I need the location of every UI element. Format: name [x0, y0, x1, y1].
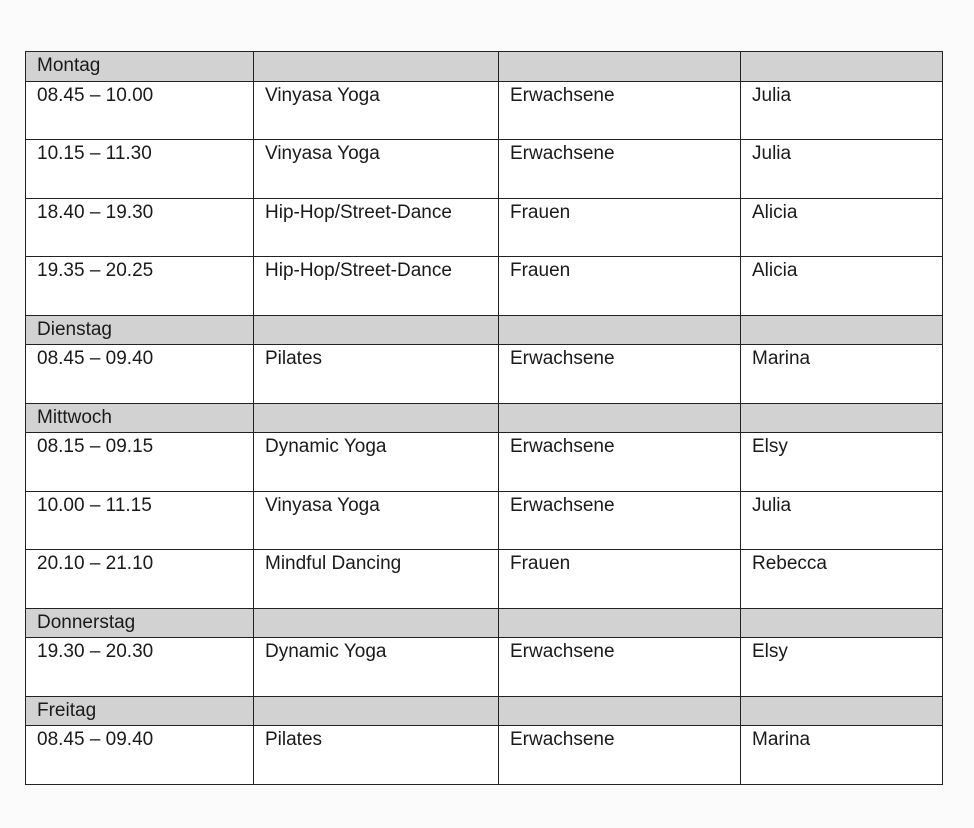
day-header-row: [26, 608, 943, 638]
class-course: Vinyasa Yoga: [254, 81, 499, 140]
class-schedule-table: [25, 51, 943, 785]
class-course: Hip-Hop/Street-Dance: [254, 198, 499, 257]
class-course: Vinyasa Yoga: [254, 491, 499, 550]
day-header-empty-cell: [499, 52, 741, 82]
class-trainer: Elsy: [741, 638, 943, 697]
class-time: 08.45 – 10.00: [26, 81, 254, 140]
class-trainer: Elsy: [741, 433, 943, 492]
class-row: [26, 638, 943, 697]
class-trainer: Alicia: [741, 198, 943, 257]
day-header-row: [26, 315, 943, 345]
day-header-empty-cell: [499, 403, 741, 433]
class-course: Vinyasa Yoga: [254, 140, 499, 199]
class-group: Frauen: [499, 257, 741, 316]
day-name: Donnerstag: [26, 608, 254, 638]
day-header-empty-cell: [254, 315, 499, 345]
schedule-body: [26, 52, 943, 785]
class-group: Erwachsene: [499, 491, 741, 550]
class-time: 20.10 – 21.10: [26, 550, 254, 609]
day-header-empty-cell: [741, 403, 943, 433]
class-group: Erwachsene: [499, 726, 741, 785]
class-trainer: Julia: [741, 491, 943, 550]
class-time: 08.45 – 09.40: [26, 345, 254, 404]
day-header-empty-cell: [741, 315, 943, 345]
class-row: [26, 81, 943, 140]
day-name: Freitag: [26, 696, 254, 726]
class-row: [26, 140, 943, 199]
class-time: 19.35 – 20.25: [26, 257, 254, 316]
class-row: [26, 491, 943, 550]
class-trainer: Marina: [741, 726, 943, 785]
class-time: 08.45 – 09.40: [26, 726, 254, 785]
class-course: Mindful Dancing: [254, 550, 499, 609]
day-header-empty-cell: [254, 608, 499, 638]
day-header-empty-cell: [741, 52, 943, 82]
class-group: Erwachsene: [499, 140, 741, 199]
class-time: 10.00 – 11.15: [26, 491, 254, 550]
day-header-empty-cell: [254, 696, 499, 726]
day-name: Mittwoch: [26, 403, 254, 433]
class-course: Dynamic Yoga: [254, 638, 499, 697]
class-time: 18.40 – 19.30: [26, 198, 254, 257]
day-header-row: [26, 403, 943, 433]
day-header-empty-cell: [254, 403, 499, 433]
day-header-empty-cell: [499, 696, 741, 726]
day-header-empty-cell: [254, 52, 499, 82]
day-header-row: [26, 52, 943, 82]
class-trainer: Marina: [741, 345, 943, 404]
class-group: Frauen: [499, 550, 741, 609]
class-course: Dynamic Yoga: [254, 433, 499, 492]
class-course: Hip-Hop/Street-Dance: [254, 257, 499, 316]
class-group: Erwachsene: [499, 81, 741, 140]
class-course: Pilates: [254, 726, 499, 785]
class-row: [26, 257, 943, 316]
class-group: Erwachsene: [499, 345, 741, 404]
class-trainer: Julia: [741, 140, 943, 199]
day-header-empty-cell: [499, 608, 741, 638]
day-name: Dienstag: [26, 315, 254, 345]
class-trainer: Julia: [741, 81, 943, 140]
class-time: 08.15 – 09.15: [26, 433, 254, 492]
class-row: [26, 198, 943, 257]
class-group: Frauen: [499, 198, 741, 257]
class-time: 19.30 – 20.30: [26, 638, 254, 697]
day-header-empty-cell: [499, 315, 741, 345]
class-row: [26, 726, 943, 785]
day-header-row: [26, 696, 943, 726]
day-header-empty-cell: [741, 608, 943, 638]
class-course: Pilates: [254, 345, 499, 404]
class-row: [26, 345, 943, 404]
class-group: Erwachsene: [499, 638, 741, 697]
day-name: Montag: [26, 52, 254, 82]
class-trainer: Alicia: [741, 257, 943, 316]
day-header-empty-cell: [741, 696, 943, 726]
class-trainer: Rebecca: [741, 550, 943, 609]
class-row: [26, 433, 943, 492]
class-row: [26, 550, 943, 609]
class-group: Erwachsene: [499, 433, 741, 492]
class-time: 10.15 – 11.30: [26, 140, 254, 199]
